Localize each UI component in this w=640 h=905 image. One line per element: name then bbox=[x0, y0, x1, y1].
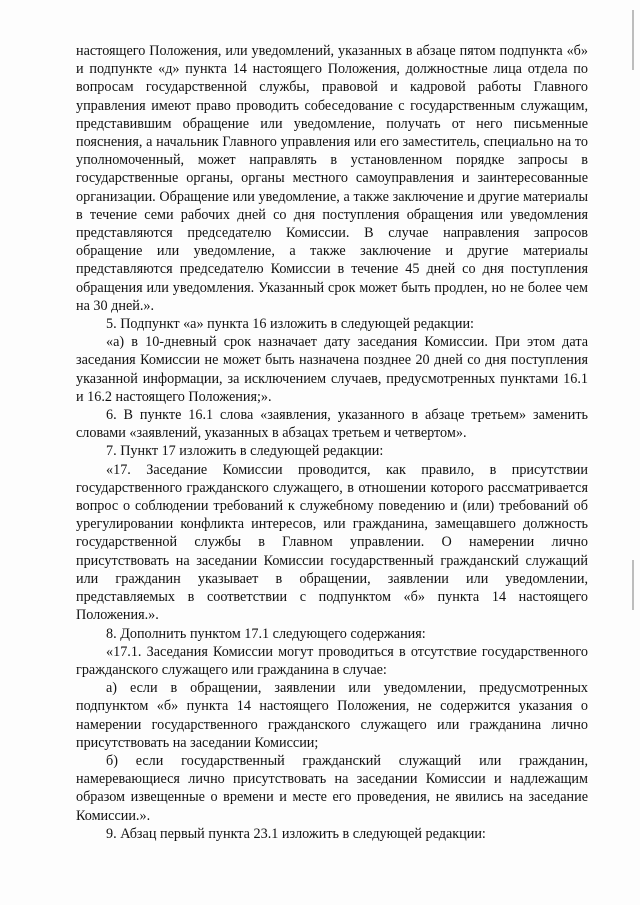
paragraph-10: б) если государственный гражданский служащий или гражданин, намеревающиеся лично присутствовать на заседании Комиссии и надлежащим образом извещенные о времени и месте его проведения, не явились на заседание Комиссии.». bbox=[76, 752, 588, 824]
paragraph-8: «17.1. Заседания Комиссии могут проводиться в отсутствие государственного гражданского служащего или гражданина в случае: bbox=[76, 643, 588, 678]
document-body bbox=[76, 42, 588, 843]
paragraph-4: 6. В пункте 16.1 слова «заявления, указанного в абзаце третьем» заменить словами «заявлений, указанных в абзацах третьем и четвертом». bbox=[76, 407, 588, 442]
paragraph-7: 8. Дополнить пунктом 17.1 следующего содержания: bbox=[106, 625, 426, 642]
paragraph-3: «а) в 10-дневный срок назначает дату заседания Комиссии. При этом дата заседания Комиссии не может быть назначена позднее 20 дней со дня поступления указанной информации, за исключением случаев, предусмотренных пунктами 16.1 и 16.2 настоящего Положения;». bbox=[76, 334, 588, 405]
scan-edge-mark-top bbox=[632, 10, 634, 70]
paragraph-9: а) если в обращении, заявлении или уведомлении, предусмотренных подпунктом «б» пункта 14 настоящего Положения, не содержится указания о намерении государственного гражданского служащего или гражданина лично присутствовать на заседании Комиссии; bbox=[76, 680, 588, 751]
paragraph-5: 7. Пункт 17 изложить в следующей редакции: bbox=[106, 443, 384, 460]
scan-edge-mark-middle bbox=[632, 560, 634, 610]
paragraph-11: 9. Абзац первый пункта 23.1 изложить в следующей редакции: bbox=[106, 825, 486, 842]
paragraph-6: «17. Заседание Комиссии проводится, как правило, в присутствии государственного гражданского служащего, в отношении которого рассматривается вопрос о соблюдении требований к служебному поведению и (или) требований об урегулировании конфликта интересов, или гражданина, замещавшего должность государственной службы в Главном управлении. О намерении лично присутствовать на заседании Комиссии государственный гражданский служащий или гражданин указывает в обращении, заявлении или уведомлении, представляемых в соответствии с подпунктом «б» пункта 14 настоящего Положения.». bbox=[76, 461, 588, 624]
paragraph-2: 5. Подпункт «а» пункта 16 изложить в следующей редакции: bbox=[106, 316, 475, 333]
paragraph-1: настоящего Положения, или уведомлений, указанных в абзаце пятом подпункта «б» и подпункте «д» пункта 14 настоящего Положения, должностные лица отдела по вопросам государственной службы, правовой и кадровой работы Главного управления имеют право проводить собеседование с государственным служащим, представившим обращение или уведомление, получать от него письменные пояснения, а начальник Главного управления или его заместитель, специально на то уполномоченный, может направлять в установленном порядке запросы в государственные органы, органы местного самоуправления и заинтересованные организации. Обращение или уведомление, а также заключение и другие материалы в течение семи рабочих дней со дня поступления обращения или уведомления представляются председателю Комиссии. В случае направления запросов обращение или уведомление, а также заключение и другие материалы представляются председателю Комиссии в течение 45 дней со дня поступления обращения или уведомления. Указанный срок может быть продлен, но не более чем на 30 дней.». bbox=[76, 43, 588, 314]
